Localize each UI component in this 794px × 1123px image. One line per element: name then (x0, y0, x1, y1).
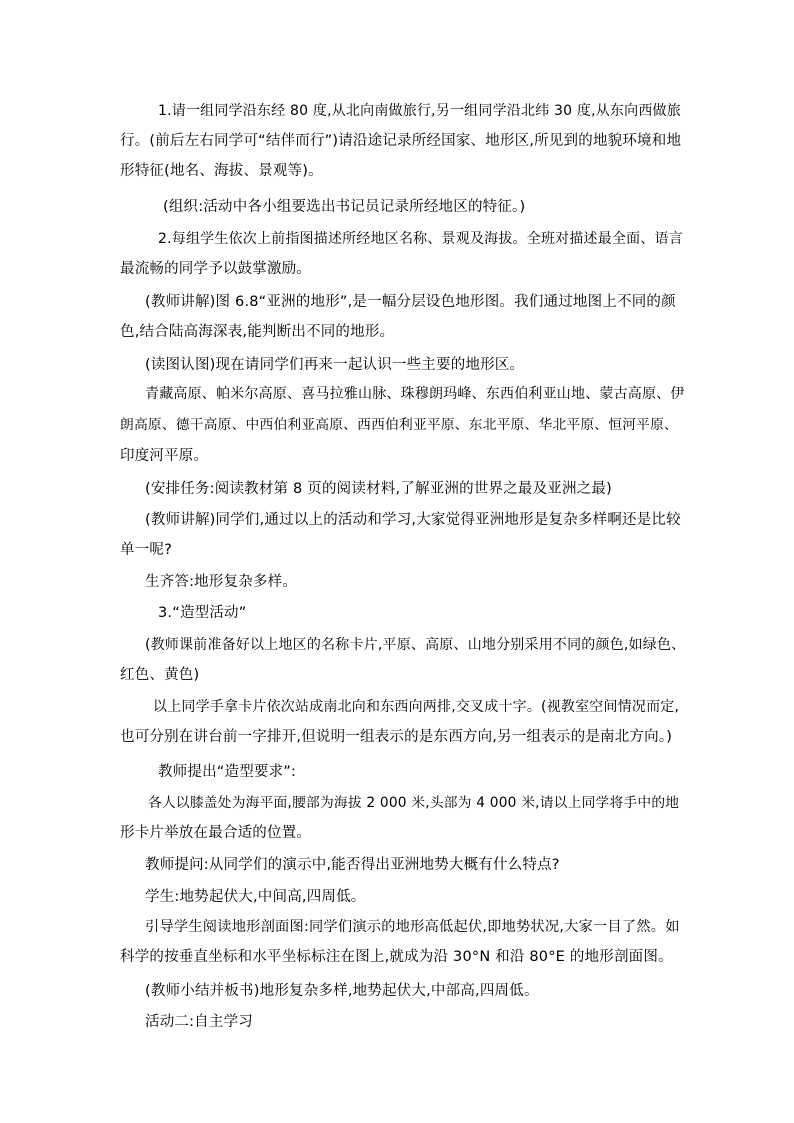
text-line: 活动二:自主学习 (145, 1014, 253, 1030)
text-line: 教师提问:从同学们的演示中,能否得出亚洲地势大概有什么特点? (145, 857, 560, 873)
text-line: 色,结合陆高海深表,能判断出不同的地形。 (120, 324, 395, 340)
text-line: 教师提出“造型要求”: (158, 764, 297, 780)
text-line: 各人以膝盖处为海平面,腰部为海拔 2 000 米,头部为 4 000 米,请以上同学将手中的地 (148, 795, 680, 811)
text-line: (组织:活动中各小组要选出书记员记录所经地区的特征。) (163, 199, 526, 215)
text-line: 也可分别在讲台前一字排开,但说明一组表示的是东西方向,另一组表示的是南北方向。) (120, 729, 673, 745)
text-line: 以上同学手拿卡片依次站成南北向和东西向两排,交叉成十字。(视教室空间情况而定, (153, 699, 680, 715)
text-line: 朗高原、德干高原、中西伯利亚高原、西西伯利亚平原、东北平原、华北平原、恒河平原、 (120, 417, 679, 433)
text-line: 3.“造型活动” (158, 605, 247, 621)
text-line: 红色、黄色) (120, 667, 200, 683)
text-line: 单一呢? (120, 542, 172, 558)
text-line: 印度河平原。 (120, 448, 209, 464)
text-line: 1.请一组同学沿东经 80 度,从北向南做旅行,另一组同学沿北纬 30 度,从东向西做旅 (158, 103, 681, 119)
text-line: (读图认图)现在请同学们再来一起认识一些主要的地形区。 (145, 357, 525, 373)
text-line: 形特征(地名、海拔、景观等)。 (120, 163, 323, 179)
text-line: 2.每组学生依次上前指图描述所经地区名称、景观及海拔。全班对描述最全面、语言 (158, 231, 683, 247)
text-line: 生齐答:地形复杂多样。 (145, 574, 298, 590)
text-line: 科学的按垂直坐标和水平坐标标注在图上,就成为沿 30°N 和沿 80°E 的地形剖面图。 (120, 949, 673, 965)
text-line: (教师课前准备好以上地区的名称卡片,平原、高原、山地分别采用不同的颜色,如绿色、 (145, 637, 686, 653)
text-line: 引导学生阅读地形剖面图:同学们演示的地形高低起伏,即地势状况,大家一目了然。如 (145, 919, 680, 935)
text-line: 形卡片举放在最合适的位置。 (120, 825, 312, 841)
text-line: (教师讲解)同学们,通过以上的活动和学习,大家觉得亚洲地形是复杂多样啊还是比较 (145, 512, 681, 528)
text-line: 学生:地势起伏大,中间高,四周低。 (145, 889, 366, 905)
text-line: (教师讲解)图 6.8“亚洲的地形”,是一幅分层设色地形图。我们通过地图上不同的颜 (145, 294, 676, 310)
text-line: 最流畅的同学予以鼓掌激励。 (120, 261, 312, 277)
text-line: 行。(前后左右同学可“结伴而行”)请沿途记录所经国家、地形区,所见到的地貌环境和地 (120, 133, 682, 149)
text-line: (安排任务:阅读教材第 8 页的阅读材料,了解亚洲的世界之最及亚洲之最) (145, 481, 612, 497)
text-line: (教师小结并板书)地形复杂多样,地势起伏大,中部高,四周低。 (145, 983, 539, 999)
text-line: 青藏高原、帕米尔高原、喜马拉雅山脉、珠穆朗玛峰、东西伯利亚山地、蒙古高原、伊 (145, 386, 685, 402)
